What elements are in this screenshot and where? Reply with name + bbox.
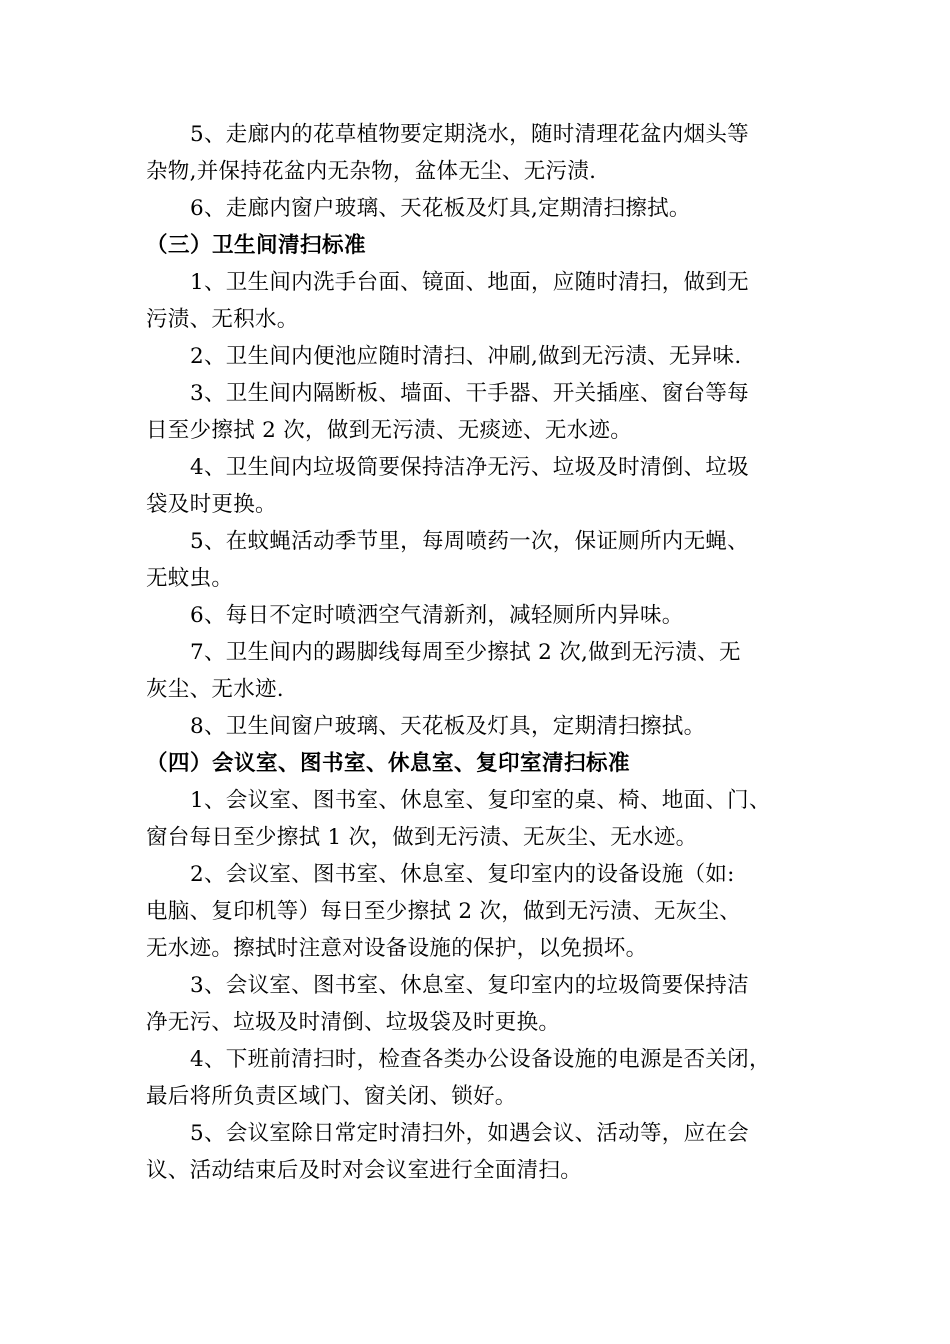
paragraph-continuation-line: 污渍、无积水。 [146,307,299,332]
paragraph-continuation-line: 灰尘、无水迹. [146,677,284,702]
paragraph-continuation-line: 议、活动结束后及时对会议室进行全面清扫。 [146,1158,583,1183]
paragraph-first-line: 5、走廊内的花草植物要定期浇水，随时清理花盆内烟头等 [190,122,749,147]
paragraph-first-line: 3、会议室、图书室、休息室、复印室内的垃圾筒要保持洁 [190,973,749,998]
paragraph-continuation-line: 杂物,并保持花盆内无杂物，盆体无尘、无污渍. [146,159,597,184]
paragraph-continuation-line: 袋及时更换。 [146,492,277,517]
section-heading: （三）卫生间清扫标准 [146,233,367,258]
paragraph-continuation-line: 无水迹。擦拭时注意对设备设施的保护，以免损坏。 [146,936,648,961]
paragraph-continuation-line: 窗台每日至少擦拭 1 次，做到无污渍、无灰尘、无水迹。 [146,825,698,850]
section-heading: （四）会议室、图书室、休息室、复印室清扫标准 [146,751,631,776]
paragraph-first-line: 2、卫生间内便池应随时清扫、冲刷,做到无污渍、无异味. [190,344,742,369]
paragraph-first-line: 5、会议室除日常定时清扫外，如遇会议、活动等，应在会 [190,1121,749,1146]
paragraph-first-line: 5、在蚊蝇活动季节里，每周喷药一次，保证厕所内无蝇、 [190,529,749,554]
paragraph-continuation-line: 无蚊虫。 [146,566,234,591]
paragraph-first-line: 6、走廊内窗户玻璃、天花板及灯具,定期清扫擦拭。 [190,196,691,221]
paragraph-first-line: 4、下班前清扫时，检查各类办公设备设施的电源是否关闭， [190,1047,771,1072]
paragraph-first-line: 6、每日不定时喷洒空气清新剂，减轻厕所内异味。 [190,603,684,628]
paragraph-continuation-line: 最后将所负责区域门、窗关闭、锁好。 [146,1084,517,1109]
paragraph-continuation-line: 净无污、垃圾及时清倒、垃圾袋及时更换。 [146,1010,561,1035]
document-body [146,116,810,1189]
paragraph-first-line: 8、卫生间窗户玻璃、天花板及灯具，定期清扫擦拭。 [190,714,706,739]
paragraph-first-line: 2、会议室、图书室、休息室、复印室内的设备设施（如: [190,862,735,887]
paragraph-first-line: 1、卫生间内洗手台面、镜面、地面，应随时清扫，做到无 [190,270,749,295]
paragraph-first-line: 7、卫生间内的踢脚线每周至少擦拭 2 次,做到无污渍、无 [190,640,741,665]
paragraph-first-line: 1、会议室、图书室、休息室、复印室的桌、椅、地面、门、 [190,788,771,813]
paragraph-first-line: 4、卫生间内垃圾筒要保持洁净无污、垃圾及时清倒、垃圾 [190,455,749,480]
paragraph-first-line: 3、卫生间内隔断板、墙面、干手器、开关插座、窗台等每 [190,381,749,406]
paragraph-continuation-line: 电脑、复印机等）每日至少擦拭 2 次，做到无污渍、无灰尘、 [146,899,742,924]
paragraph-continuation-line: 日至少擦拭 2 次，做到无污渍、无痰迹、无水迹。 [146,418,633,443]
